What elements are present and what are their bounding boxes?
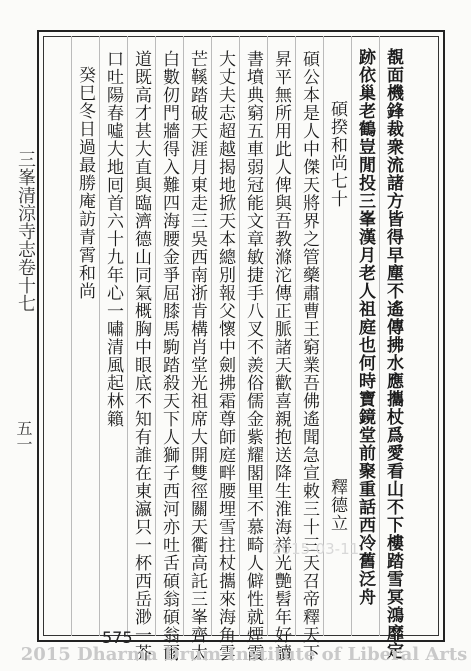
margin-page: 五一	[14, 420, 33, 452]
column-rule	[379, 36, 380, 636]
text-column: 白數仞門牆得入難四海腰金爭屈膝馬駒踏殺天下人獅子西河亦吐舌碩翁碩翁爾	[159, 50, 179, 662]
text-column: 道既高才甚大直與臨濟德山同氣概胸中眼底不知有誰在東瀛只一杯西岳渺一芥	[131, 50, 151, 662]
column-rule	[155, 36, 156, 636]
text-column: 口吐陽春噓大地囘首六十九年心一嘯清風起林籟	[103, 50, 123, 428]
column-rule	[211, 36, 212, 636]
column-rule	[239, 36, 240, 636]
watermark-date: 2015-03-11	[272, 540, 360, 558]
text-column: 碩公本是人中傑天將界之管藥肅曹王窮業吾佛遙聞急宣敕三十三天召帝釋天下	[299, 50, 319, 662]
page-number: 575	[102, 628, 133, 647]
footer-credit: 2015 Dharma Drum Institute of Liberal Arts	[20, 644, 468, 665]
text-column: 書墳典窮五車弱冠能文章敏捷手八叉不羨俗儒金紫耀閣里不慕畸人僻性就煙霞	[243, 50, 263, 662]
column-rule	[267, 36, 268, 636]
margin-title: 三峯清涼寺志卷十七	[15, 150, 36, 312]
text-column: 芒鞵踏破天涯月東走三吳西南浙肯構肖堂光祖席大開雙徑關天衢高託三峯齊太	[187, 50, 207, 662]
text-column: 昇平無所用此人俾與吾教滌沱傳正脈諸天歡喜親抱送降生淮海祥光艷髫年好讀	[271, 50, 291, 662]
poem-title: 碩揆和尚七十 釋德立	[327, 100, 347, 532]
column-rule	[71, 36, 72, 636]
poem-title: 癸巳冬日過最勝庵訪青霄和尚	[75, 66, 95, 300]
text-column: 覩面機鋒裁衆流諸方皆得早塵不遙傳拂水應攜杖爲愛看山不下樓踏雪冥鴻靡定	[383, 48, 403, 660]
column-rule	[99, 36, 100, 636]
text-column: 跡依巢老鶴豈閒投三峯漢月老人祖庭也何時寶鏡堂前聚重話西冷舊泛舟	[355, 48, 375, 606]
text-column: 大丈夫志超越揭地掀天本總別報父懷中劍拂霜尊師庭畔腰埋雪拄杖攜來海角雲	[215, 50, 235, 662]
column-rule	[127, 36, 128, 636]
column-rule	[183, 36, 184, 636]
